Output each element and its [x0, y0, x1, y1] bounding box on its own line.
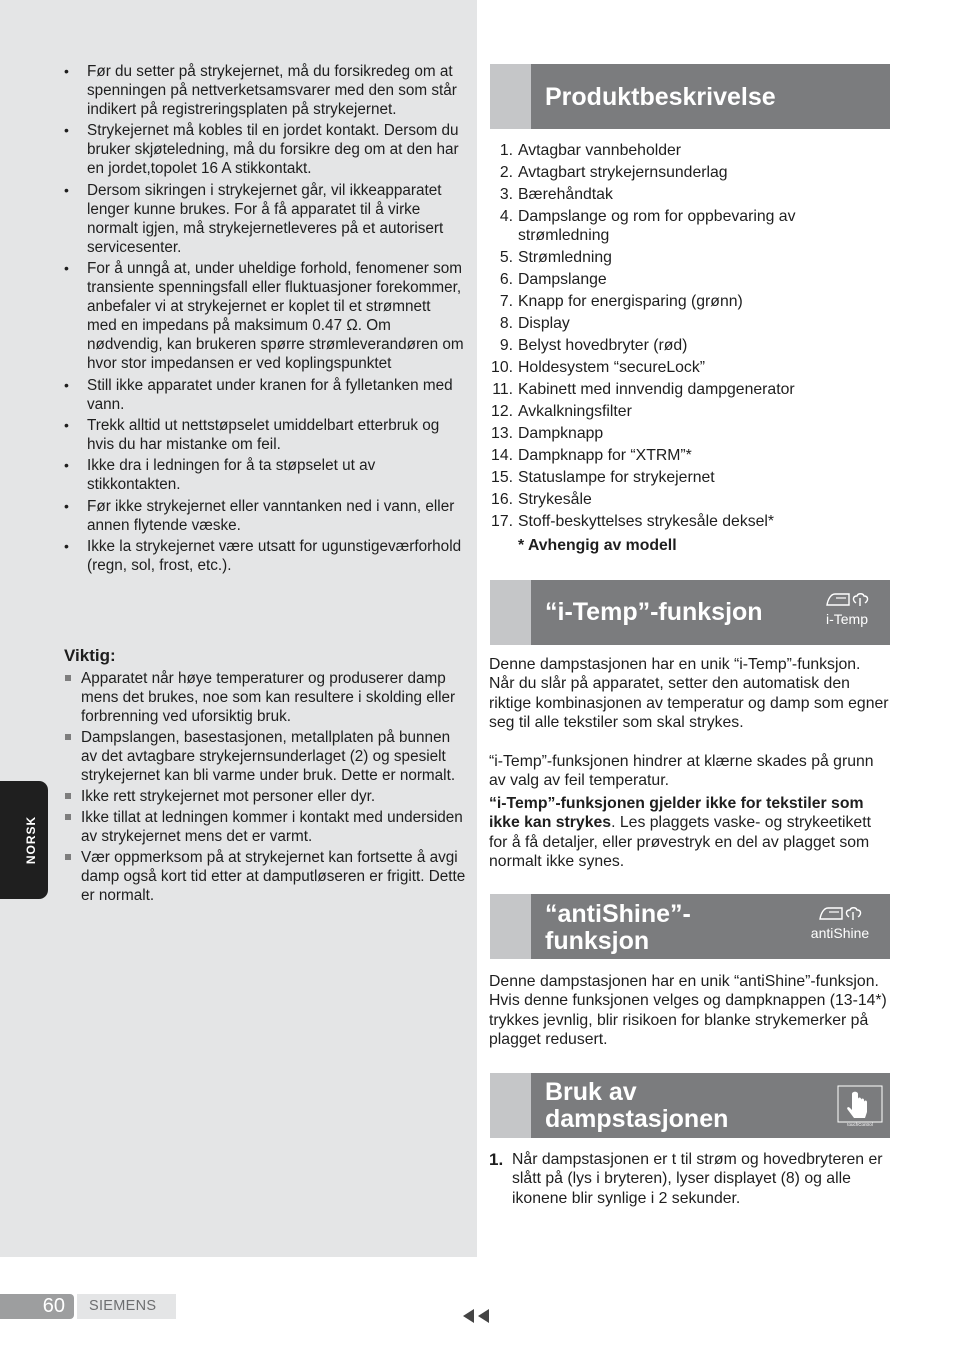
- section-title: “i-Temp”-funksjon: [545, 598, 763, 626]
- antishine-header: [490, 894, 890, 959]
- antishine-icon-label: antiShine: [810, 925, 870, 941]
- list-item: • For å unngå at, under uheldige forhold, fenomener som transiente spenningsfall eller fluktuasjoner forekommer, anbefaler vi at strykejernet er koplet til et strømnett med en impedans på maksimum 0.47 Ω. Om nødvendig, kan brukeren spørre strømleverandøren om hvor stor impedansen er ved koplingspunktet: [64, 259, 464, 373]
- itemp-paragraph-2: “i-Temp”-funksjonen hindrer at klærne skades på grunn av valg av feil temperatur.: [489, 753, 874, 790]
- itemp-icon-label: i-Temp: [825, 611, 868, 627]
- section-title: [545, 1079, 728, 1133]
- list-item: 1. Avtagbar vannbeholder: [499, 142, 682, 159]
- list-item: 17. Stoff-beskyttelses strykesåle deksel*: [491, 513, 775, 530]
- header-accent: [490, 894, 531, 959]
- important-heading: Viktig:: [64, 646, 116, 665]
- list-item: 12. Avkalkningsfilter: [491, 403, 632, 420]
- list-item: 8. Display: [499, 315, 570, 332]
- list-item: 15. Statuslampe for strykejernet: [491, 469, 715, 486]
- previous-page-icon[interactable]: [462, 1308, 490, 1324]
- list-item: • Dersom sikringen i strykejernet går, vil ikkeapparatet lenger kunne brukes. For å få apparatet til å virke normalt igjen, må strykejernetleveres på et autorisert servicesenter.: [64, 181, 464, 257]
- itemp-header: [490, 580, 890, 645]
- product-description-header: [490, 64, 890, 129]
- touch-control-icon: [834, 1084, 886, 1130]
- list-item: Dampslangen, basestasjonen, metallplaten på bunnen av det avtagbare strykejernsunderlaget (2) og spesielt strykejernet kan bli varme under bruk. Dette er normalt.: [64, 728, 469, 785]
- model-footnote: * Avhengig av modell: [518, 537, 677, 554]
- header-accent: [490, 1073, 531, 1138]
- itemp-icon: [812, 591, 882, 635]
- step-text: Når dampstasjonen er t til strøm og hovedbryteren er slått på (lys i bryteren), lyser displayet (8) og alle ikonene blir synlige i 2 sekunder.: [512, 1151, 883, 1207]
- list-item: 5. Strømledning: [499, 249, 612, 266]
- list-item: 16. Strykesåle: [491, 491, 592, 508]
- title-line: “antiShine”-: [545, 900, 691, 928]
- list-item: 13. Dampknapp: [491, 425, 604, 442]
- header-accent: [490, 580, 531, 645]
- antishine-icon: [798, 905, 882, 949]
- title-line: dampstasjonen: [545, 1105, 729, 1133]
- list-item: Vær oppmerksom på at strykejernet kan fortsette å avgi damp også kort tid etter at damputløseren er frigitt. Dette er normalt.: [64, 848, 469, 905]
- page-number: 60: [0, 1294, 74, 1319]
- iron-steam-icon: [816, 905, 864, 923]
- itemp-bold-text: “i-Temp”-funksjonen gjelder ikke for tekstiler som ikke kan strykes: [489, 795, 864, 832]
- list-item: 11. Kabinett med innvendig dampgenerator: [492, 381, 795, 398]
- itemp-paragraph-1: Denne dampstasjonen har en unik “i-Temp”-funksjon. Når du slår på apparatet, setter den automatisk den riktige kombinasjonen av temperatur og damp som egner seg til alle tekstiler som skal strykes.: [489, 656, 889, 731]
- list-item: 9. Belyst hovedbryter (rød): [499, 337, 688, 354]
- language-tab: [0, 781, 48, 899]
- list-item: 4. Dampslange og rom for oppbevaring av strømledning: [499, 208, 796, 244]
- list-item: Apparatet når høye temperaturer og produserer damp mens det brukes, noe som kan resultere i skolding eller forbrenning ved uforsiktig bruk.: [64, 669, 469, 726]
- parts-list: [490, 141, 890, 534]
- list-item: • Ikke la strykejernet være utsatt for ugunstigeværforhold (regn, sol, frost, etc.).: [64, 537, 464, 575]
- usage-step-1: [489, 1150, 889, 1208]
- touch-control-label: touchControl: [847, 1122, 873, 1127]
- list-item: 2. Avtagbart strykejernsunderlag: [499, 164, 728, 181]
- list-item: • Før du setter på strykejernet, må du forsikredeg om at spenningen på nettverketsamsvarer med den som står indikert på registreringsplaten på strykejernet.: [64, 62, 464, 119]
- header-accent: [490, 64, 531, 129]
- list-item: 6. Dampslange: [499, 271, 607, 288]
- step-number: 1.: [489, 1150, 504, 1169]
- list-item: Ikke tillat at ledningen kommer i kontakt med undersiden av strykejernet mens det er varmt.: [64, 808, 469, 846]
- title-line: Bruk av: [545, 1078, 637, 1106]
- iron-steam-icon: [823, 591, 871, 609]
- list-item: • Ikke dra i ledningen for å ta støpselet ut av stikkontakten.: [64, 456, 464, 494]
- language-tab-label: NORSK: [24, 815, 38, 865]
- brand-name: SIEMENS: [77, 1294, 176, 1319]
- usage-header: [490, 1073, 890, 1138]
- list-item: 7. Knapp for energisparing (grønn): [499, 293, 743, 310]
- safety-bullet-list: [64, 62, 464, 578]
- list-item: • Still ikke apparatet under kranen for å fylletanken med vann.: [64, 376, 464, 414]
- list-item: 3. Bærehåndtak: [499, 186, 613, 203]
- section-title: Produktbeskrivelse: [545, 83, 776, 111]
- itemp-paragraph-3: [489, 794, 889, 871]
- list-item: • Trekk alltid ut nettstøpselet umiddelbart etterbruk og hvis du har mistanke om feil.: [64, 416, 464, 454]
- list-item: • Før ikke strykejernet eller vanntanken ned i vann, eller annen flytende væske.: [64, 497, 464, 535]
- title-line: funksjon: [545, 927, 650, 955]
- hand-touch-icon: [837, 1084, 883, 1128]
- list-item: • Strykejernet må kobles til en jordet kontakt. Dersom du bruker skjøteledning, må du forsikre deg om at den har en jordet,topolet 16 A stikkontakt.: [64, 121, 464, 178]
- list-item: Ikke rett strykejernet mot personer eller dyr.: [64, 787, 469, 806]
- antishine-paragraph: Denne dampstasjonen har en unik “antiShine”-funksjon. Hvis denne funksjonen velges og dampknappen (13-14*) trykkes jevnlig, blir risikoen for blanke strykemerker på plagget redusert.: [489, 973, 887, 1048]
- list-item: 10. Holdesystem “secureLock”: [491, 359, 705, 376]
- important-list: [64, 669, 469, 907]
- section-title: [545, 901, 691, 955]
- itemp-rest-text: . Les plaggets vaske- og strykeetikett for å få detaljer, eller prøvestryk en del av plagget som normalt ikke synes.: [489, 814, 871, 870]
- list-item: 14. Dampknapp for “XTRM”*: [491, 447, 692, 464]
